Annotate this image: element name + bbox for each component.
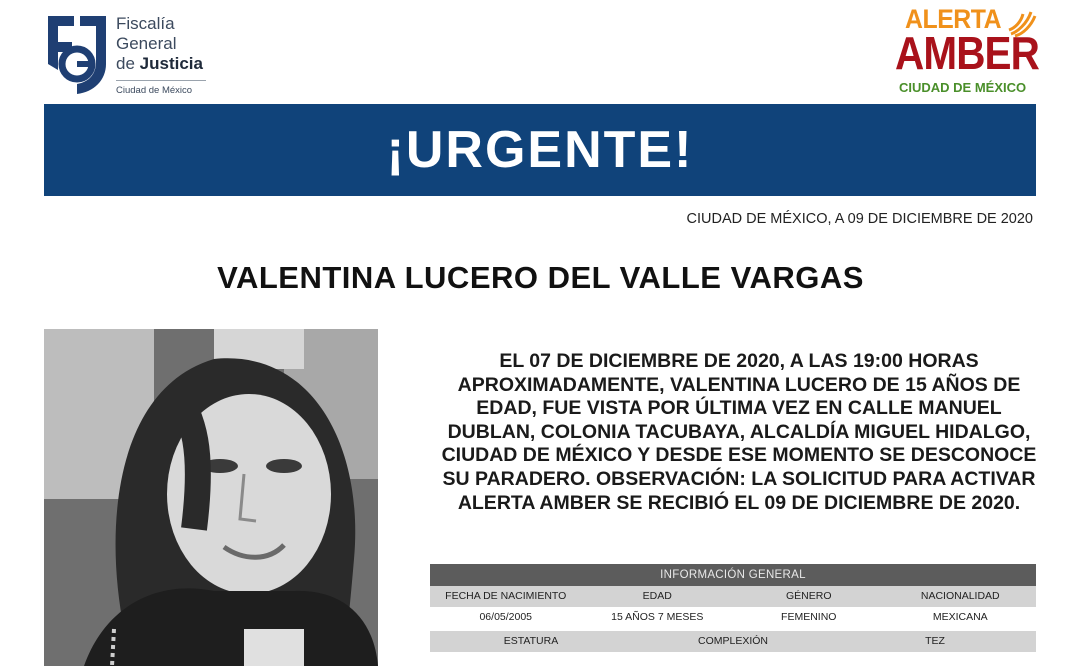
banner-title: ¡URGENTE! [386, 121, 694, 179]
amber-amber-text: AMBER [895, 27, 1040, 79]
info-label-gender: GÉNERO [733, 586, 885, 607]
issue-date: CIUDAD DE MÉXICO, A 09 DE DICIEMBRE DE 2020 [686, 211, 1033, 227]
fgj-line3-bold: Justicia [139, 54, 203, 73]
info-labels-row [430, 586, 1036, 607]
amber-city-text: CIUDAD DE MÉXICO [899, 80, 1027, 95]
fgj-line3 [116, 54, 206, 74]
amber-alerta-text: ALERTA [905, 4, 1002, 34]
fgj-logo [44, 8, 244, 100]
fgj-subtitle: Ciudad de México [116, 80, 206, 96]
general-info-table [430, 564, 1036, 652]
info-label-build: COMPLEXIÓN [632, 631, 834, 652]
disappearance-description: EL 07 DE DICIEMBRE DE 2020, A LAS 19:00 HORAS APROXIMADAMENTE, VALENTINA LUCERO DE 15 AÑOS DE EDAD, FUE VISTA POR ÚLTIMA VEZ EN CALLE MANUEL DUBLAN, COLONIA TACUBAYA, ALCALDÍA MIGUEL HIDALGO, CIUDAD DE MÉXICO Y DESDE ESE MOMENTO SE DESCONOCE SU PARADERO. OBSERVACIÓN: LA SOLICITUD PARA ACTIVAR ALERTA AMBER SE RECIBIÓ EL 09 DE DICIEMBRE DE 2020. [441, 350, 1037, 514]
info-values-row [430, 607, 1036, 628]
portrait-illustration [44, 329, 378, 666]
missing-person-name: VALENTINA LUCERO DEL VALLE VARGAS [217, 260, 864, 295]
fgj-line3-prefix: de [116, 54, 135, 73]
alerta-amber-logo [893, 2, 1043, 102]
info-value-gender: FEMENINO [733, 607, 885, 628]
fgj-line2: General [116, 34, 177, 53]
info-value-birthdate: 06/05/2005 [430, 607, 582, 628]
urgent-banner [44, 104, 1036, 196]
info-value-age: 15 AÑOS 7 MESES [582, 607, 734, 628]
fgj-wordmark [116, 14, 206, 96]
fgj-line1: Fiscalía [116, 14, 175, 33]
info-value-nationality: MEXICANA [885, 607, 1037, 628]
info-labels-row-2 [430, 631, 1036, 652]
info-label-birthdate: FECHA DE NACIMIENTO [430, 586, 582, 607]
info-label-age: EDAD [582, 586, 734, 607]
fgj-emblem-icon [44, 12, 110, 96]
info-label-complexion: TEZ [834, 631, 1036, 652]
missing-person-photo [44, 329, 378, 666]
info-label-nationality: NACIONALIDAD [885, 586, 1037, 607]
info-table-title: INFORMACIÓN GENERAL [430, 564, 1036, 586]
info-label-height: ESTATURA [430, 631, 632, 652]
